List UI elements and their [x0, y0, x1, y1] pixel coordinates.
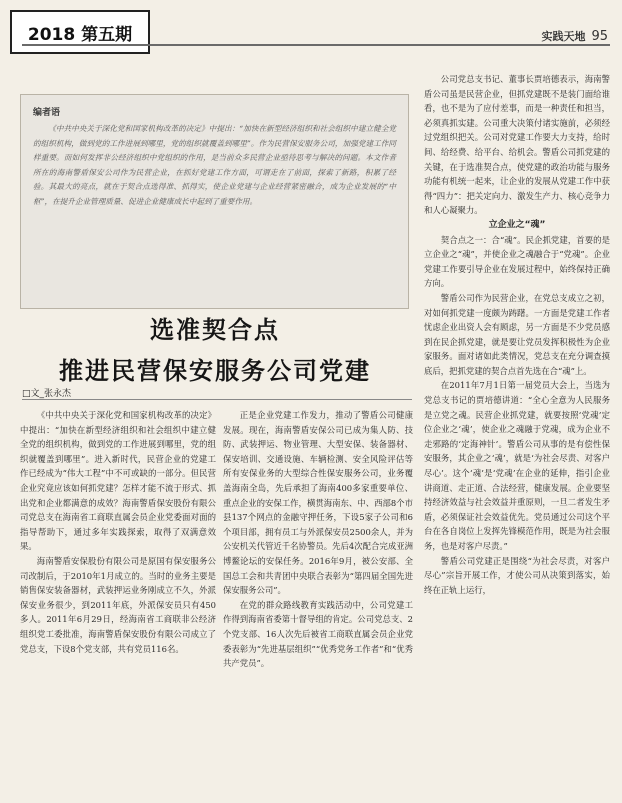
- editor-note-text: 《中共中央关于深化党和国家机构改革的决定》中提出：“加快在新型经济组织和社会组织中建立健全党的组织机构，做到党的工作进展到哪里，党的组织就覆盖到哪里”。作为民营保安服务公司，加强党建工作同样重要。而如何发挥非公经济组织中党组织的作用，是当前众多民营企业亟待思考与解决的问题。本文作者所在的海南警盾保安公司作为民营企业，在抓好党建工作方面，可谓走在了前面，探索了新路，积累了经验。其最大的亮点，就在于契合点选得准、抓得实，使企业党建与企业经营紧密融合，成为企业发展的“中枢”，在提升企业管理质量、促进企业健康成长中起到了重要作用。: [33, 124, 396, 206]
- title-line-1: 选准契合点: [150, 316, 280, 344]
- article-title: [20, 300, 410, 386]
- byline: □文_张永杰: [22, 389, 72, 399]
- running-head: [541, 28, 608, 44]
- page-number: 95: [591, 29, 608, 44]
- section-title: 实践天地: [541, 30, 586, 43]
- editor-note-label: 编者语: [33, 108, 61, 118]
- editor-note: [20, 94, 409, 309]
- title-line-2: 推进民营保安服务公司党建: [59, 357, 371, 385]
- header-rule: [22, 44, 610, 46]
- column-3: [424, 72, 610, 597]
- paragraph: 契合点之一：合“魂”。民企抓党建，首要的是立企业之“魂”，并使企业之魂融合于“党魂”。企业党建工作要引导企业在发展过程中，始终保持正确方向。: [424, 234, 610, 289]
- paragraph: 警盾公司作为民营企业，在党总支成立之初，对如何抓党建一度颇为踌躇。一方面是党建工作者忧虑企业出资人会有顾虑，另一方面是不少党员感到在民企抓党建，就是要让党员发挥积极性为企业家服务。面对诸如此类情况，党总支在充分调查摸底后，把抓党建的契合点首先选在合“魂”上。: [424, 292, 610, 376]
- paragraph: 海南警盾安保股份有限公司是原国有保安服务公司改制后，于2010年1月成立的。当时的业务主要是销售保安装备器材，武装押运业务刚成立不久，外派保安业务很少，到2011年底，外派保安员只有450多人。2011年6月29日，经海南省工商联非公经济组织党工委批准，海南警盾保安股份有限公司成立了党总支，下设8个党支部，共有党员116名。: [20, 555, 216, 654]
- paragraph: 正是企业党建工作发力，推动了警盾公司健康发展。现在，海南警盾安保公司已成为集人防、技防、武装押运、物业管理、大型安保、装备器材、保安培训、交通设施、车辆检测、安全风险评估等所有安保业务的大型综合性保安服务公司，业务覆盖海南全岛，先后承担了海南400多家重要单位、重点企业的安保工作，横贯海南东、中、西部8个市县137个网点的金融守押任务，下设5家子公司和6个项目部，拥有员工与外派保安员2500余人，并为公安机关代管近千名协警员。先后4次配合完成亚洲博鳌论坛的安保任务。2016年9月，被公安部、全国总工会和共青团中央联合表彰为“第四届全国先进保安服务公司”。: [223, 410, 413, 596]
- byline-rule: [22, 399, 412, 400]
- paragraph: 在党的群众路线教育实践活动中，公司党建工作得到海南省委第十督导组的肯定。公司党总支、2个党支部、16人次先后被省工商联直属会员企业党委表彰为“先进基层组织”“优秀党务工作者”和“优秀共产党员”。: [223, 599, 413, 669]
- paragraph: 警盾公司党建正是围绕“为社会尽责，对客户尽心”宗旨开展工作，才使公司从决策到落实，始终在正轨上运行，: [424, 555, 610, 595]
- issue-label: 2018 第五期: [10, 10, 150, 54]
- section-subhead: 立企业之“魂”: [488, 219, 546, 230]
- paragraph: 在2011年7月1日第一届党员大会上，当选为党总支书记的贾培德讲道：“全心全意为人民服务是立党之魂。民营企业抓党建，就要按照‘党魂’定位企业之‘魂’，使企业之魂融于党魂，成为企业不走邪路的‘定海神针’。警盾公司从事的是有偿性保安服务，其企业之‘魂’，就是‘为社会尽责、对客户尽心’。这个‘魂’是‘党魂’在企业的延伸，指引企业讲商道、走正道、合法经营，健康发展。企业要坚持经济效益与社会效益并重原则，一旦二者发生矛盾，必须保证社会效益优先。党员通过公司这个平台在各自岗位上发挥先锋模范作用，既是为社会服务，也是对客户尽责。”: [424, 380, 610, 551]
- column-1: [20, 408, 216, 656]
- paragraph: 公司党总支书记、董事长贾培德表示，海南警盾公司虽是民营企业，但抓党建既不是装门面给谁看，也不是为了应付差事，而是一种责任和担当，必须真抓实建。公司重大决策付诸实施前，必须经过党组织把关。公司对党建工作要大力支持，给时间、给经费、给平台、给机会。警盾公司抓党建的关键，在于选准契合点，使党建的政治功能与服务功能有机统一起来，让企业的发展从党建工作中获得“四力”：把关定向力、激发生产力、核心竞争力和人心凝聚力。: [424, 74, 610, 216]
- column-2: [223, 408, 413, 671]
- paragraph: 《中共中央关于深化党和国家机构改革的决定》中提出：“加快在新型经济组织和社会组织中建立健全党的组织机构，做到党的工作进展到哪里，党的组织就覆盖到哪里”。进入新时代，民营企业的党建工作已经成为“伟大工程”中不可或缺的一部分。但民营企业究竟应该如何抓党建？怎样才能不流于形式、抓出党和企业都满意的成效？海南警盾保安股份有限公司党总支在海南省工商联直属会员企业党委面对面的指导帮助下，通过多年实践探索，取得了双满意效果。: [20, 410, 216, 552]
